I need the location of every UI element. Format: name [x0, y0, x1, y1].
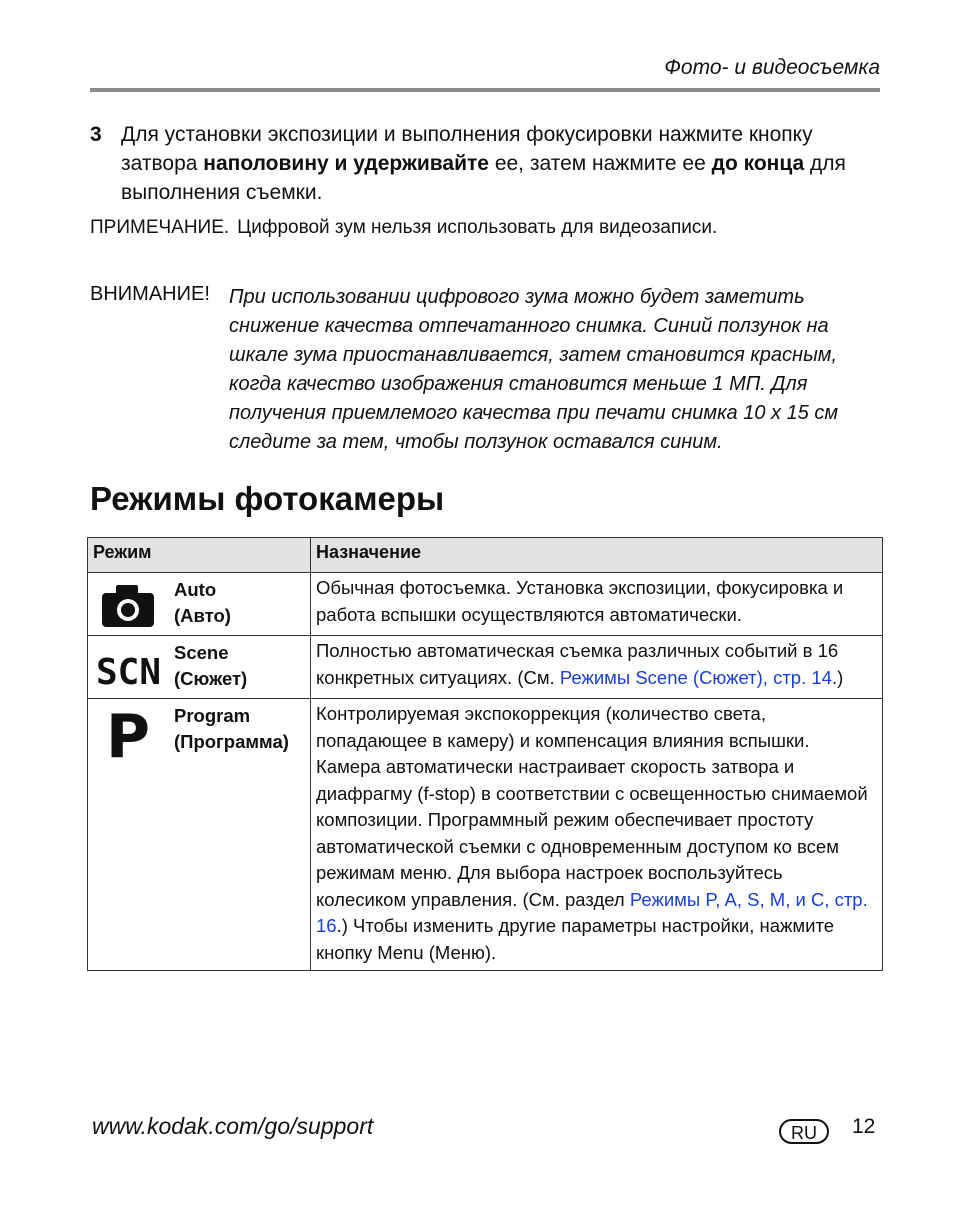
mode-name-auto [174, 577, 231, 629]
desc-text: .) [831, 666, 844, 688]
mode-name-line: (Авто) [174, 605, 231, 626]
header-mode: Режим [88, 538, 311, 573]
table-row [88, 636, 883, 699]
step-number: 3 [90, 123, 102, 146]
mode-cell-scene [88, 636, 311, 699]
desc-text: .) Чтобы изменить другие параметры настройки, нажмите кнопку Menu (Меню). [316, 915, 835, 963]
step-bold-half-press: наполовину и удерживайте [203, 152, 489, 175]
mode-name-line: (Программа) [174, 731, 289, 752]
mode-cell-program [88, 699, 311, 971]
mode-desc-auto: Обычная фотосъемка. Установка экспозиции, фокусировка и работа вспышки осуществляются автоматически. [311, 573, 883, 636]
page-number: 12 [852, 1115, 876, 1138]
step-bold-full-press: до конца [711, 152, 805, 175]
step-text-part: Для установки экспозиции и выполнения фокусировки нажмите кнопку затвора [121, 123, 813, 175]
mode-desc-program [311, 699, 883, 971]
link-scene-modes[interactable]: Режимы Scene (Сюжет), стр. 14 [559, 666, 832, 688]
note-text: Цифровой зум нельзя использовать для видеозаписи. [237, 217, 718, 238]
scn-icon-text: SCN [96, 652, 162, 693]
language-badge: RU [779, 1119, 829, 1144]
header-purpose: Назначение [311, 538, 883, 573]
step-3 [90, 120, 890, 207]
p-icon-text: P [106, 705, 150, 765]
mode-desc-scene [311, 636, 883, 699]
header-rule [90, 88, 880, 92]
footer-url[interactable]: www.kodak.com/go/support [92, 1113, 374, 1139]
step-text-part: для выполнения съемки. [121, 152, 846, 204]
mode-cell-auto [88, 573, 311, 636]
mode-name-line: Program [174, 705, 251, 726]
note [90, 217, 717, 239]
warning-text: При использовании цифрового зума можно будет заметить снижение качества отпечатанного снимка. Синий ползунок на шкале зума приостанавливается, затем становится красным, когда качество изображения становится меньше 1 МП. Для получения приемлемого качества при печати снимка 10 x 15 см следите за тем, чтобы ползунок оставался синим. [229, 286, 839, 453]
p-icon [100, 705, 160, 765]
mode-name-line: Auto [174, 579, 217, 600]
table-row [88, 573, 883, 636]
warning-label: ВНИМАНИЕ! [90, 283, 210, 305]
note-label: ПРИМЕЧАНИЕ. [90, 217, 230, 238]
mode-name-line: Scene [174, 642, 229, 663]
mode-name-line: (Сюжет) [174, 668, 248, 689]
step-text [121, 120, 890, 207]
table-header-row [88, 538, 883, 573]
desc-text: Полностью автоматическая съемка различных событий в 16 конкретных ситуациях. (См. [316, 640, 839, 688]
desc-text: Контролируемая экспокоррекция (количество света, попадающее в камеру) и компенсация влияния вспышки. Камера автоматически настраивает скорость затвора и диафрагму (f-stop) в соответствии с освещенностью снимаемой композиции. Программный режим обеспечивает простоту автоматической съемки с одновременным доступом ко всем режимам меню. Для выбора настроек воспользуйтесь колесиком управления. (См. раздел [316, 703, 868, 910]
mode-name-scene [174, 640, 247, 692]
scn-icon [96, 644, 162, 694]
step-text-part: ее, затем нажмите ее [488, 152, 712, 175]
section-title: Режимы фотокамеры [90, 480, 445, 517]
table-row [88, 699, 883, 971]
mode-name-program [174, 703, 289, 755]
camera-icon [100, 581, 160, 631]
link-pasmc-modes[interactable]: Режимы P, A, S, M, и C, стр. 16 [316, 888, 868, 936]
modes-table [87, 537, 883, 971]
page-header-title: Фото- и видеосъемка [664, 56, 880, 79]
